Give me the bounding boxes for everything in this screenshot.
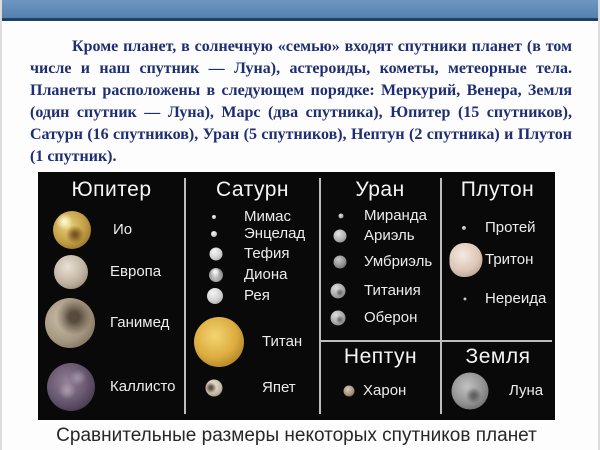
moon-ariel-image: [334, 230, 347, 243]
moon-titan-image: [194, 317, 244, 367]
moon-label-oberon: Оберон: [364, 309, 418, 327]
column-header-earth: Земля: [465, 345, 531, 368]
moon-label-ganymede: Ганимед: [110, 314, 170, 332]
table-caption: Сравнительные размеры некоторых спутников планет: [56, 425, 537, 446]
column-header-neptune: Нептун: [343, 345, 418, 368]
moon-oberon-image: [331, 311, 346, 326]
moon-europa-image: [54, 255, 88, 289]
moon-rhea-image: [207, 288, 223, 304]
moon-label-proteus: Протей: [485, 219, 536, 237]
column-divider: [440, 178, 442, 414]
moon-label-titania: Титания: [364, 282, 421, 300]
column-header-jupiter: Юпитер: [71, 178, 152, 201]
moon-label-miranda: Миранда: [364, 207, 427, 225]
moon-label-ariel: Ариэль: [364, 227, 415, 245]
moon-label-triton: Тритон: [485, 251, 534, 269]
moon-mimas-image: [212, 215, 216, 219]
moon-label-luna: Луна: [509, 382, 544, 400]
moon-label-titan: Титан: [262, 333, 303, 351]
column-divider: [319, 178, 321, 414]
moon-label-iapetus: Япет: [262, 379, 296, 397]
column-header-uranus: Уран: [355, 178, 405, 201]
moon-tethys-image: [210, 248, 223, 261]
top-accent-bar: [2, 0, 598, 21]
column-header-saturn: Сатурн: [215, 178, 289, 201]
moon-label-charon: Харон: [363, 382, 407, 400]
moon-io-image: [53, 211, 91, 249]
moon-enceladus-image: [211, 231, 217, 237]
moon-label-dione: Диона: [244, 266, 288, 284]
moon-charon-image: [344, 386, 355, 397]
moon-umbriel-image: [334, 256, 347, 269]
moon-callisto-image: [47, 363, 95, 411]
column-divider: [184, 178, 186, 414]
moon-label-io: Ио: [113, 221, 133, 239]
moon-label-mimas: Мимас: [244, 208, 292, 226]
moon-label-umbriel: Умбриэль: [364, 253, 433, 271]
satellite-size-table: [38, 172, 555, 420]
moon-label-rhea: Рея: [244, 287, 270, 305]
moon-miranda-image: [339, 214, 344, 219]
moon-triton-image: [450, 243, 483, 277]
moon-label-nereid: Нереида: [485, 290, 547, 308]
moon-luna-image: [452, 373, 489, 410]
moon-iapetus-image: [206, 380, 223, 397]
column-header-pluto: Плутон: [460, 178, 535, 201]
moon-titania-image: [331, 284, 346, 299]
moon-label-callisto: Каллисто: [110, 378, 176, 396]
moon-ganymede-image: [45, 298, 95, 348]
row-divider: [320, 340, 552, 342]
intro-paragraph: Кроме планет, в солнечную «семью» входят спутники планет (в том числе и наш спутник — Луна), астероиды, кометы, метеорные тела. Планеты расположены в следующем порядке: Меркурий, Венера, Земля (один спутник — Луна), Марс (два спутника), Юпитер (15 спутников), Сатурн (16 спутников), Уран (5 спутников), Нептун (2 спутника) и Плутон (1 спутник).: [30, 38, 572, 165]
moon-nereid-image: [464, 298, 467, 301]
moon-proteus-image: [462, 226, 466, 230]
moon-label-enceladus: Энцелад: [244, 225, 306, 243]
moon-label-tethys: Тефия: [244, 245, 290, 263]
moon-label-europa: Европа: [110, 263, 162, 281]
moon-dione-image: [209, 268, 223, 282]
